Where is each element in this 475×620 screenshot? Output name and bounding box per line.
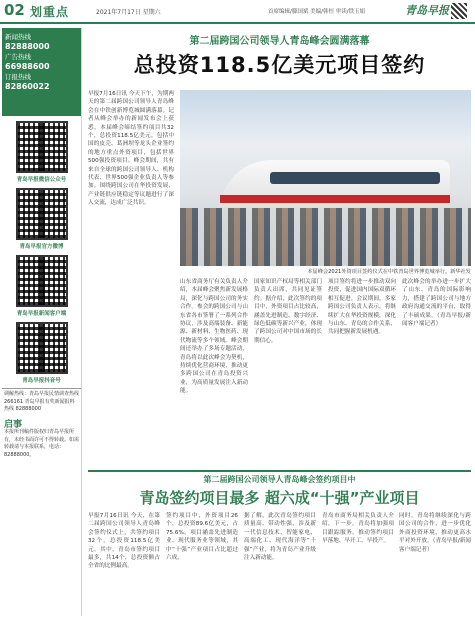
issue-date: 2021年7月17日 星期六 [96, 9, 161, 16]
sidebar-column [2, 420, 81, 462]
lead-body [88, 90, 471, 490]
hotline-label: 新闻热线 [5, 33, 31, 41]
hotline-label: 订报热线 [5, 73, 31, 81]
qr-code-icon [16, 121, 68, 173]
lead-kicker: 第二届跨国公司领导人青岛峰会圆满落幕 [189, 36, 370, 47]
qr-code-icon [16, 255, 68, 307]
hotline-number: 66988600 [5, 62, 50, 71]
qr-label: 青岛早报微信公众号 [16, 177, 67, 183]
second-kicker: 第二届跨国公司领导人青岛峰会签约项目中 [203, 475, 356, 484]
qr-code-icon [16, 322, 68, 374]
qr-label: 青岛早报官方微博 [19, 244, 64, 250]
column-title: 启事 [4, 419, 23, 430]
second-column-4: 青岛市商务局相关负责人介绍，下一步，青岛将加强项目跟踪服务，推动签约项目早落地、早开工、早投产。 [322, 513, 394, 545]
lead-headline: 总投资118.5亿美元项目签约 [133, 53, 426, 77]
lead-column-2: 山东省商务厅有关负责人介绍，本届峰会聚焦新发展格局，深化与跨国公司的务实合作。参会的跨国公司与山东省各市签署了一系列合作协议，涉及高端装备、新能源、新材料、生物医药、现代物流等多个领域。峰会期间还举办了多场专题活动，青岛将以此次峰会为契机，持续优化营商环境，推动更多跨国公司在青岛投资兴业，为高质量发展注入新动能。 [180, 279, 248, 395]
crowd-image [180, 208, 471, 266]
photo-caption: 本届峰会2021外资项目签约仪式在中铁青岛世界博览城举行。新华社发 [307, 269, 471, 275]
page-header [0, 0, 475, 24]
second-body [88, 512, 471, 616]
lead-column-3: 国家知识产权局等相关部门负责人出席，共同见证签约。据介绍，此次签约的项目中，外资项目占比较高，涵盖先进制造、数字经济、绿色低碳等新兴产业，体现了跨国公司对中国市场的长期信心。 [254, 279, 322, 344]
sidebar-notice: 调解热线：青岛早报民情调查热线 266161 青岛早报有奖新闻报料热线 82888000 [2, 388, 81, 416]
qr-wechat[interactable] [2, 121, 81, 183]
qr-label: 青岛早报抖音号 [22, 378, 61, 384]
logo-text: 青岛早报 [405, 4, 449, 17]
newspaper-logo [405, 2, 467, 19]
train-window [270, 172, 440, 184]
train-stripe [220, 195, 450, 203]
qr-douyin[interactable] [2, 322, 81, 384]
column-text: 本报所刊稿件版权归青岛早报所有，未经书面许可不得转载。如需转载请与本报联系，电话：82888000。 [4, 429, 80, 458]
logo-qr-icon [451, 3, 467, 19]
qr-app[interactable] [2, 255, 81, 317]
lead-column-1: 早报7月16日讯 今天下午，为期两天的第二届跨国公司领导人青岛峰会在中铁创新博览城圆满落幕。记者从峰会举办的新闻发布会上获悉，本届峰会缔结签约项目共32个，总投资118.5亿美元。包括中国的皮壳、葛洲坝等龙头企业签约的地方重点外资项目，包括世界500强投资项目。峰会期间，共有来自全球的跨国公司领导人、机构代表、世界500强企业负责人等参加。围绕跨国公司在华投资发展、产业链供应链稳定等议题进行了深入交流，达成广泛共识。 [88, 91, 174, 207]
second-column-5: 同时，青岛将继续深化与跨国公司的合作，进一步优化外商投资环境，推动更高水平对外开放。（青岛早报/新闻客户端记者） [399, 513, 471, 553]
story-divider [88, 470, 471, 472]
page-number: 02 [4, 1, 25, 19]
hotline-number: 82888000 [5, 42, 50, 51]
second-column-2: 签约项目中，外资项目26个，总投资89.6亿美元，占75.6%。项目涵盖先进制造业、现代服务业等领域，其中“十强”产业项目占比超过六成。 [166, 513, 238, 562]
news-photo [180, 90, 471, 266]
hotline-number: 82860022 [5, 82, 50, 91]
left-sidebar [2, 28, 82, 616]
hotline-box [2, 28, 81, 116]
lead-column-4: 项目签约将进一步推动双向投资，促进国内国际双循环相互促进。会议期间，多家跨国公司负责人表示，将继续扩大在华投资规模，深化与山东、青岛的合作关系，共同把握新发展机遇。 [328, 279, 396, 336]
section-name: 划重点 [30, 5, 70, 19]
hotline-label: 广告热线 [5, 53, 31, 61]
second-column-1: 早报7月16日讯 今天，在第二届跨国公司领导人青岛峰会签约仪式上，共签约项目32个，总投资118.5亿美元。其中，青岛市签约项目最多，共14个，总投资额占全省的比例最高。 [88, 513, 160, 570]
qr-label: 青岛早报新闻客户端 [16, 311, 67, 317]
second-story [88, 474, 471, 616]
lead-story [88, 28, 471, 395]
editor-credits: 首席编辑/滕国斌 美编/韩恒 审读/铁玉娟 [268, 9, 366, 15]
second-column-3: 据了解，此次青岛签约项目质量高、带动性强，涉及新一代信息技术、智能家电、高端化工、现代海洋等“十强”产业，将为青岛产业升级注入新动能。 [244, 513, 316, 562]
second-headline: 青岛签约项目最多 超六成“十强”产业项目 [139, 489, 420, 507]
lead-column-5: 此次峰会的举办进一步扩大了山东、青岛的国际影响力，搭建了跨国公司与地方政府沟通交流的平台，取得了丰硕成果。（青岛早报/新闻客户端记者） [402, 279, 471, 328]
qr-weibo[interactable] [2, 188, 81, 250]
qr-code-icon [16, 188, 68, 240]
